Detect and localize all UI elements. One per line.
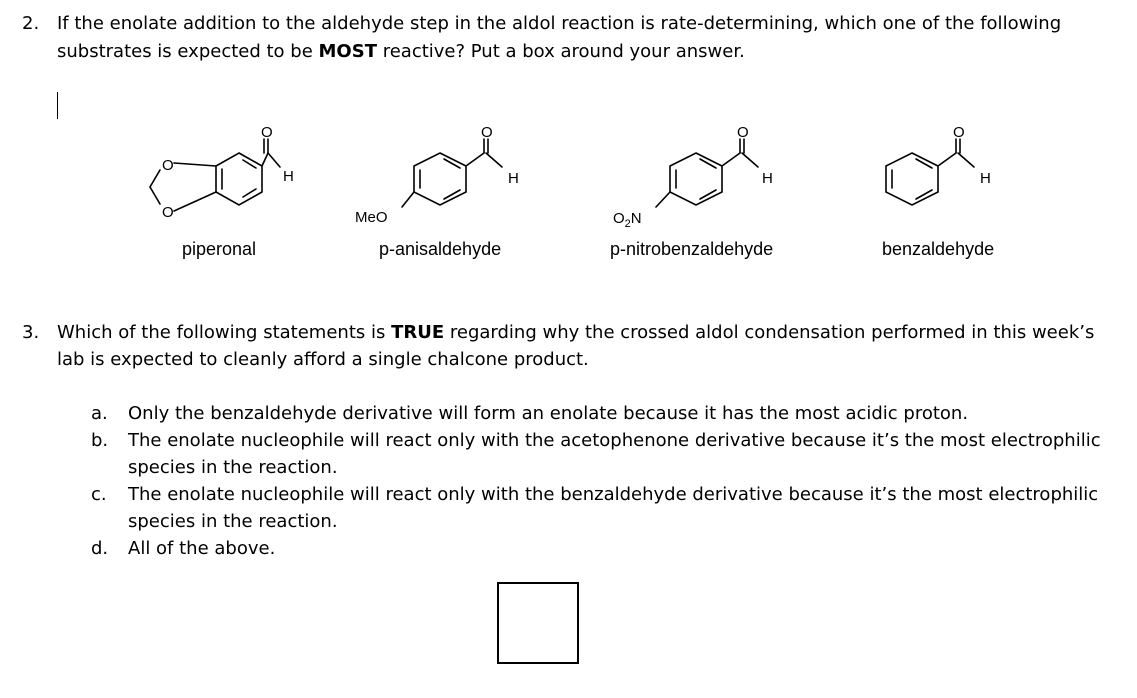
option-b-text-line-1: The enolate nucleophile will react only with the acetophenone derivative because it’s the most electrophilic — [128, 430, 1101, 451]
piperonal-structure — [150, 139, 280, 211]
question-3-line-1-post: regarding why the crossed aldol condensation performed in this week’s — [444, 322, 1095, 343]
option-a-letter: a. — [91, 403, 108, 424]
nitrobenzaldehyde-carbonyl-o: O — [737, 124, 749, 141]
question-2-line-1: If the enolate addition to the aldehyde step in the aldol reaction is rate-determining, which one of the following — [57, 13, 1062, 34]
piperonal-h: H — [283, 168, 294, 185]
option-d-text: All of the above. — [128, 538, 276, 559]
structures-row — [140, 115, 1130, 230]
text-cursor — [57, 92, 58, 119]
question-2-number: 2. — [22, 13, 40, 34]
question-3-line-1 — [57, 319, 1094, 346]
option-c-text-line-2: species in the reaction. — [128, 511, 338, 532]
p-nitrobenzaldehyde-structure — [656, 139, 758, 207]
question-3-number: 3. — [22, 322, 40, 343]
question-3-line-1-pre: Which of the following statements is — [57, 322, 392, 343]
nitrobenzaldehyde-h: H — [762, 170, 773, 187]
molecule-name-p-nitrobenzaldehyde: p-nitrobenzaldehyde — [610, 239, 774, 259]
option-c-text-line-1: The enolate nucleophile will react only with the benzaldehyde derivative because it’s the most electrophilic — [128, 484, 1099, 505]
question-2-line-2-post: reactive? Put a box around your answer. — [376, 41, 745, 62]
p-anisaldehyde-structure — [402, 139, 502, 207]
molecule-name-p-anisaldehyde: p-anisaldehyde — [379, 239, 502, 259]
molecule-name-piperonal: piperonal — [182, 239, 257, 259]
option-d-letter: d. — [91, 538, 109, 559]
option-b-text-line-2: species in the reaction. — [128, 457, 338, 478]
question-2-bold-most: MOST — [318, 41, 377, 62]
answer-box[interactable] — [497, 582, 579, 664]
question-2-line-2-pre: substrates is expected to be — [57, 41, 319, 62]
option-c-letter: c. — [91, 484, 107, 505]
piperonal-carbonyl-o: O — [261, 124, 273, 141]
benzaldehyde-carbonyl-o: O — [953, 124, 965, 141]
nitrobenzaldehyde-no2: $O_2N$ — [613, 210, 642, 230]
molecule-name-benzaldehyde: benzaldehyde — [882, 239, 995, 259]
benzaldehyde-h: H — [980, 170, 991, 187]
anisaldehyde-h: H — [508, 170, 519, 187]
benzaldehyde-structure — [886, 139, 974, 205]
piperonal-ring-o1: O — [162, 157, 174, 174]
option-a-text: Only the benzaldehyde derivative will form an enolate because it has the most acidic proton. — [128, 403, 969, 424]
piperonal-ring-o2: O — [162, 204, 174, 221]
question-2-line-2 — [57, 38, 745, 65]
anisaldehyde-meo: MeO — [355, 209, 388, 226]
option-b-letter: b. — [91, 430, 109, 451]
question-3-bold-true: TRUE — [391, 322, 445, 343]
question-3-line-2: lab is expected to cleanly afford a single chalcone product. — [57, 349, 589, 370]
anisaldehyde-carbonyl-o: O — [481, 124, 493, 141]
